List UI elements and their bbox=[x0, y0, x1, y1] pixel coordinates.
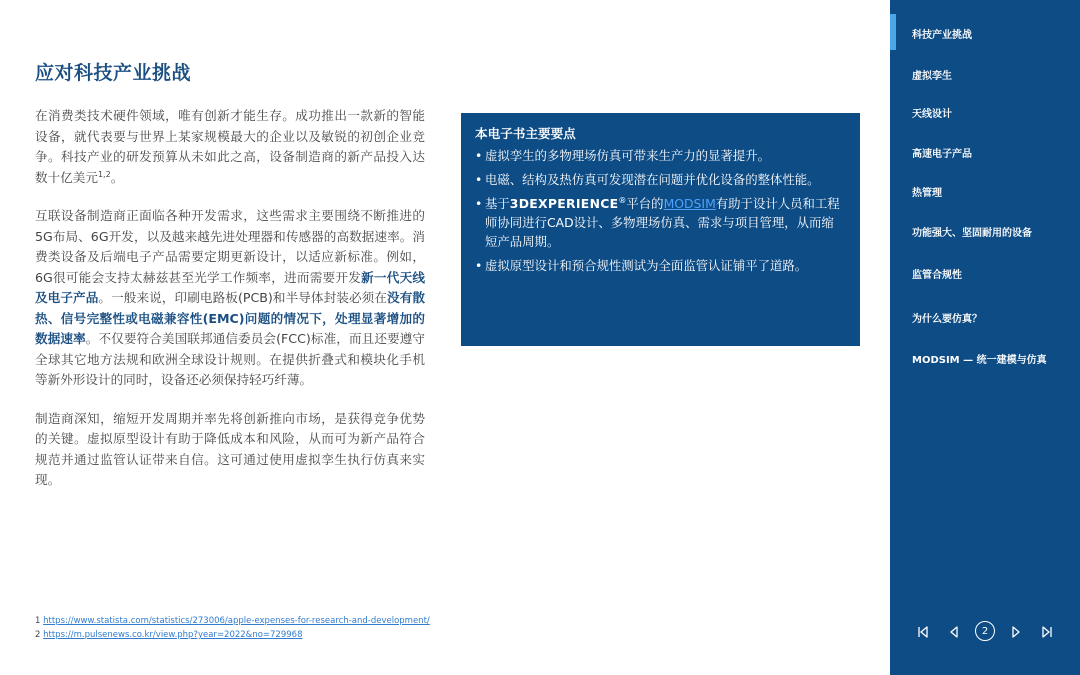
prev-page-icon[interactable] bbox=[942, 620, 966, 644]
paragraph-requirements-part-c: 。不仅要符合美国联邦通信委员会(FCC)标准，而且还要遵守全球其它地方法规和欧洲全球设计规则。在提供折叠式和模块化手机等新外形设计的同时，设备还必须保持轻巧纤薄。 bbox=[35, 331, 425, 387]
key-points-list bbox=[475, 146, 846, 275]
footnote-2 bbox=[35, 628, 430, 642]
footnote-number: 1 bbox=[35, 616, 41, 626]
highlight-antenna: 新一代天线及电子产品 bbox=[35, 269, 425, 305]
footnote-number: 2 bbox=[35, 630, 41, 640]
last-page-icon[interactable] bbox=[1035, 620, 1059, 644]
page-title: 应对科技产业挑战 bbox=[35, 62, 192, 84]
sidebar-item-antenna-design[interactable]: 天线设计 bbox=[912, 109, 952, 120]
highlight-data-rate: 没有散热、信号完整性或电磁兼容性(EMC)问题的情况下，处理显著增加的数据速率 bbox=[35, 290, 426, 346]
pager bbox=[890, 620, 1080, 644]
footnote-1 bbox=[35, 614, 430, 628]
paragraph-requirements-part-a: 互联设备制造商正面临各种开发需求，这些需求主要围绕不断推进的5G布局、6G开发，以及越来越先进处理器和传感器的高数据速率。消费类设备及后端电子产品需要定期更新设计，以适应新标准。例如，6G很可能会支持太赫兹甚至光学工作频率，进而需要开发 bbox=[35, 208, 425, 285]
footnote-link[interactable]: https://m.pulsenews.co.kr/view.php?year=2022&no=729968 bbox=[43, 630, 303, 640]
active-indicator bbox=[890, 14, 896, 50]
first-page-icon[interactable] bbox=[911, 620, 935, 644]
sidebar-item-modsim[interactable]: MODSIM — 统一建模与仿真 bbox=[912, 355, 1047, 366]
paragraph-requirements bbox=[35, 206, 425, 391]
key-point-item: • 虚拟孪生的多物理场仿真可带来生产力的显著提升。 bbox=[475, 146, 846, 165]
current-page-indicator: 2 bbox=[975, 621, 995, 641]
modsim-link[interactable]: MODSIM bbox=[663, 196, 716, 211]
key-points-title: 本电子书主要要点 bbox=[475, 126, 576, 141]
key-point-text: 有助于设计人员和工程师协同进行CAD设计、多物理场仿真、需求与项目管理，从而缩短产品周期。 bbox=[485, 196, 840, 249]
sidebar bbox=[890, 0, 1080, 675]
paragraph-conclusion: 制造商深知，缩短开发周期并率先将创新推向市场，是获得竞争优势的关键。虚拟原型设计有助于降低成本和风险，从而可为新产品符合规范并通过监管认证带来自信。这可通过使用虚拟孪生执行仿真来实现。 bbox=[35, 410, 425, 487]
key-point-item: • 虚拟原型设计和预合规性测试为全面监管认证铺平了道路。 bbox=[475, 256, 846, 275]
next-page-icon[interactable] bbox=[1004, 620, 1028, 644]
footnotes bbox=[35, 614, 430, 642]
sidebar-item-thermal-management[interactable]: 热管理 bbox=[912, 188, 942, 199]
key-point-item bbox=[475, 194, 846, 251]
key-point-text: 基于 bbox=[485, 196, 510, 211]
key-point-text: 平台的 bbox=[626, 196, 664, 211]
registered-mark: ® bbox=[618, 195, 627, 205]
sidebar-item-why-simulate[interactable]: 为什么要仿真？ bbox=[912, 314, 982, 325]
sidebar-item-tech-challenges[interactable]: 科技产业挑战 bbox=[912, 30, 972, 41]
paragraph-intro-end: 。 bbox=[110, 169, 124, 185]
sidebar-item-virtual-twin[interactable]: 虚拟孪生 bbox=[912, 71, 952, 82]
key-points-box bbox=[461, 113, 860, 346]
footnote-link[interactable]: https://www.statista.com/statistics/273006/apple-expenses-for-research-and-development/ bbox=[43, 616, 430, 626]
body-text bbox=[35, 106, 425, 509]
brand-name: 3DEXPERIENCE bbox=[509, 196, 619, 211]
paragraph-intro-text: 在消费类技术硬件领域，唯有创新才能生存。成功推出一款新的智能设备，就代表要与世界上某家规模最大的企业以及敏锐的初创企业竞争。科技产业的研发预算从未如此之高，设备制造商的新产品投入达数十亿美元 bbox=[35, 108, 425, 185]
paragraph-requirements-part-b: 。一般来说，印刷电路板(PCB)和半导体封装必须在 bbox=[98, 290, 388, 305]
sidebar-item-robust-devices[interactable]: 功能强大、坚固耐用的设备 bbox=[912, 228, 1032, 239]
sidebar-item-compliance[interactable]: 监管合规性 bbox=[912, 270, 962, 281]
paragraph-intro bbox=[35, 106, 425, 188]
footnote-ref[interactable]: 1,2 bbox=[97, 169, 111, 179]
sidebar-item-high-speed-electronics[interactable]: 高速电子产品 bbox=[912, 149, 972, 160]
key-point-item: • 电磁、结构及热仿真可发现潜在问题并优化设备的整体性能。 bbox=[475, 170, 846, 189]
